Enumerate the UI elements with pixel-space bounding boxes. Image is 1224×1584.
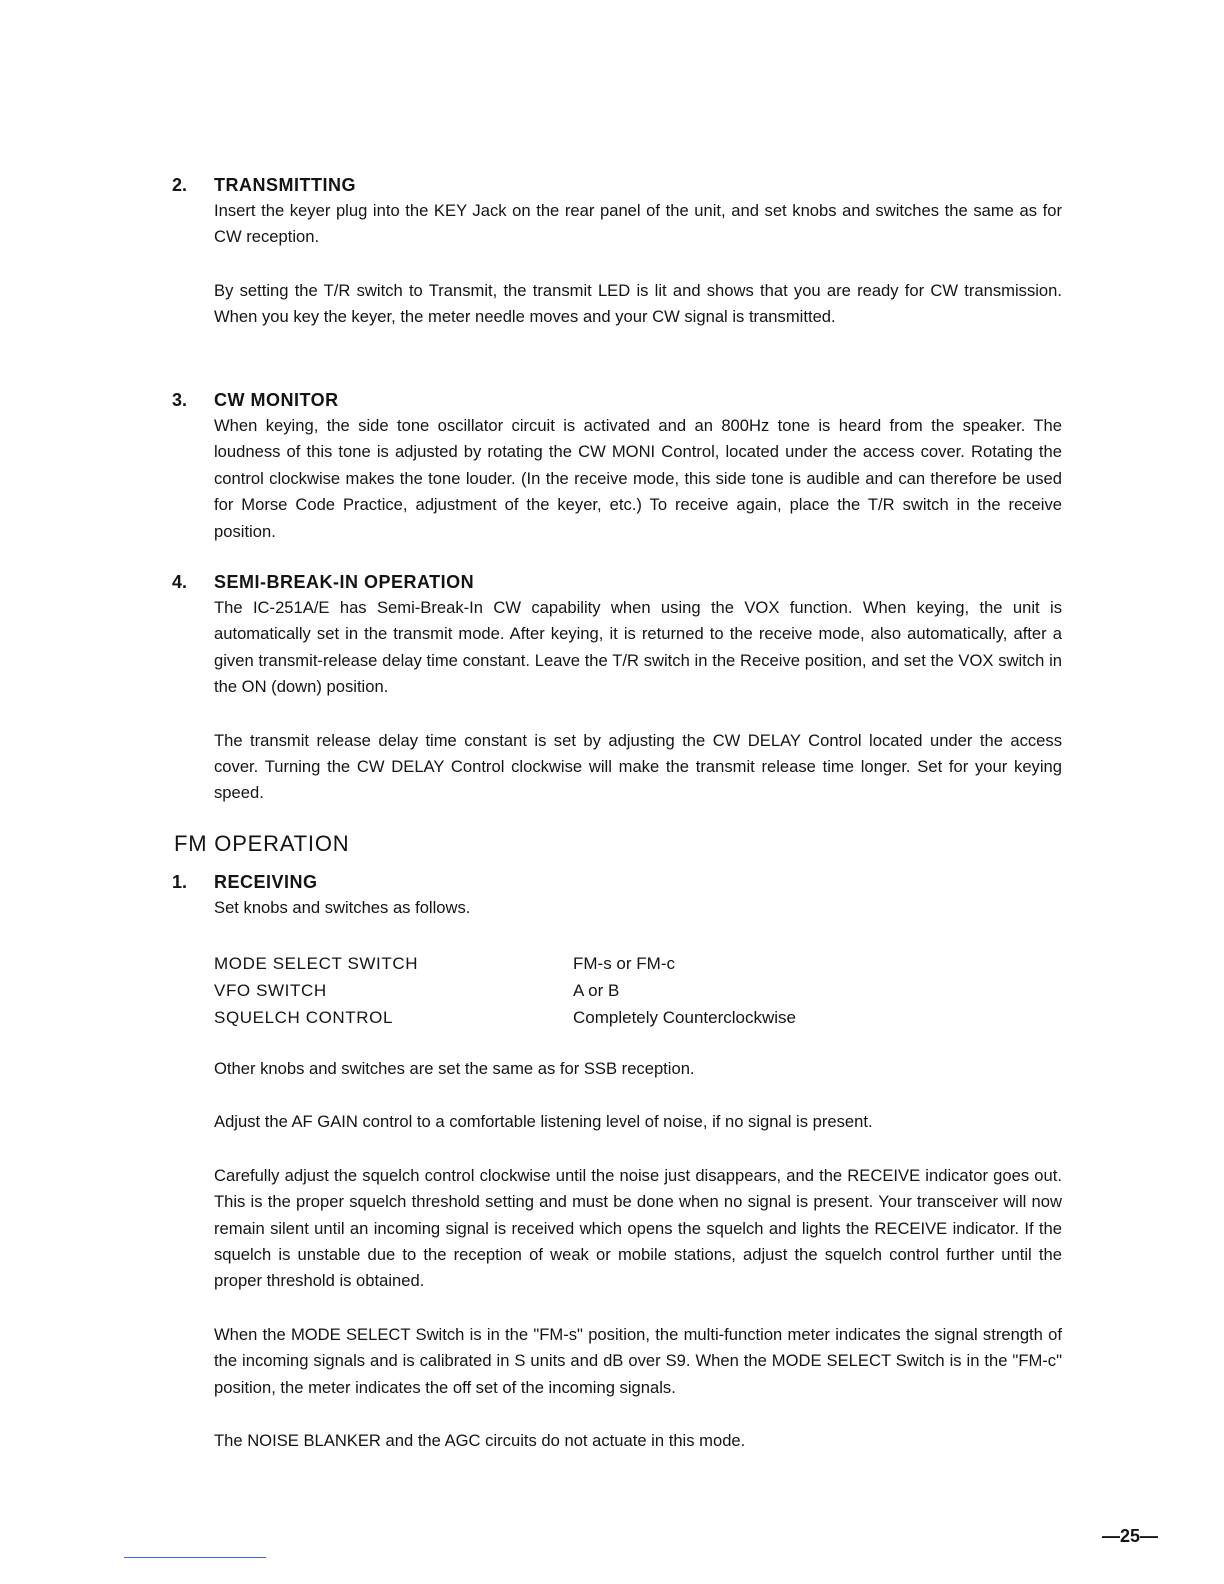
- section-semi-break-in: [172, 569, 1062, 807]
- paragraph: Other knobs and switches are set the same as for SSB reception.: [214, 1059, 695, 1078]
- paragraph: By setting the T/R switch to Transmit, the transmit LED is lit and shows that you are ready for CW transmission. When you key the keyer, the meter needle moves and your CW signal is transmitted.: [214, 280, 1062, 327]
- setting-label: MODE SELECT SWITCH: [214, 954, 419, 973]
- section-cw-monitor: [172, 387, 1062, 545]
- section-heading: TRANSMITTING: [214, 175, 356, 195]
- fm-paragraphs: [172, 1056, 1062, 1454]
- settings-row: [214, 1004, 914, 1031]
- setting-value: FM-s or FM-c: [573, 954, 675, 973]
- paragraph: Insert the keyer plug into the KEY Jack on the rear panel of the unit, and set knobs and switches the same as for CW reception.: [214, 201, 1062, 247]
- footer-rule: [124, 1557, 266, 1558]
- fm-operation-title: FM OPERATION: [174, 831, 350, 856]
- setting-value: Completely Counterclockwise: [573, 1008, 796, 1027]
- setting-label: SQUELCH CONTROL: [214, 1008, 394, 1027]
- settings-row: [214, 977, 914, 1004]
- setting-value: A or B: [573, 981, 620, 1000]
- paragraph: Adjust the AF GAIN control to a comfortable listening level of noise, if no signal is present.: [214, 1112, 873, 1132]
- section-transmitting: [172, 172, 1062, 331]
- settings-row: [214, 950, 914, 977]
- section-fm-receiving: [172, 869, 1062, 921]
- section-number: 4.: [172, 572, 188, 592]
- section-number: 3.: [172, 390, 188, 410]
- section-heading: CW MONITOR: [214, 390, 339, 410]
- section-heading: SEMI-BREAK-IN OPERATION: [214, 572, 475, 592]
- settings-table: [214, 950, 914, 1031]
- paragraph: Set knobs and switches as follows.: [214, 898, 471, 917]
- paragraph: Carefully adjust the squelch control clockwise until the noise just disappears, and the RECEIVE indicator goes out. This is the proper squelch threshold setting and must be done when no signal is present. Your transceiver will now remain silent until an incoming signal is received which opens the squelch and lights the RECEIVE indicator. If the squelch is unstable due to the reception of weak or mobile stations, adjust the squelch control further until the proper threshold is obtained.: [214, 1165, 1062, 1291]
- paragraph: When the MODE SELECT Switch is in the "FM-s" position, the multi-function meter indicates the signal strength of the incoming signals and is calibrated in S units and dB over S9. When the MODE SELECT Switch is in the "FM-c" position, the meter indicates the off set of the incoming signals.: [214, 1324, 1062, 1397]
- page-number: —25—: [1101, 1526, 1158, 1546]
- paragraph: The IC-251A/E has Semi-Break-In CW capability when using the VOX function. When keying, the unit is automatically set in the transmit mode. After keying, it is returned to the receive mode, also automatically, after a given transmit-release delay time constant. Leave the T/R switch in the Receive position, and set the VOX switch in the ON (down) position.: [214, 598, 1062, 697]
- paragraph: The transmit release delay time constant is set by adjusting the CW DELAY Control located under the access cover. Turning the CW DELAY Control clockwise will make the transmit release time longer. Set for your keying speed.: [214, 730, 1062, 803]
- paragraph: When keying, the side tone oscillator circuit is activated and an 800Hz tone is heard from the speaker. The loudness of this tone is adjusted by rotating the CW MONI Control, located under the access cover. Rotating the control clockwise makes the tone louder. (In the receive mode, this side tone is audible and can therefore be used for Morse Code Practice, adjustment of the keyer, etc.) To receive again, place the T/R switch in the receive position.: [214, 416, 1062, 541]
- section-heading: RECEIVING: [214, 872, 318, 892]
- setting-label: VFO SWITCH: [214, 981, 327, 1000]
- section-number: 1.: [172, 872, 188, 892]
- paragraph: The NOISE BLANKER and the AGC circuits do not actuate in this mode.: [214, 1431, 746, 1451]
- section-number: 2.: [172, 175, 188, 195]
